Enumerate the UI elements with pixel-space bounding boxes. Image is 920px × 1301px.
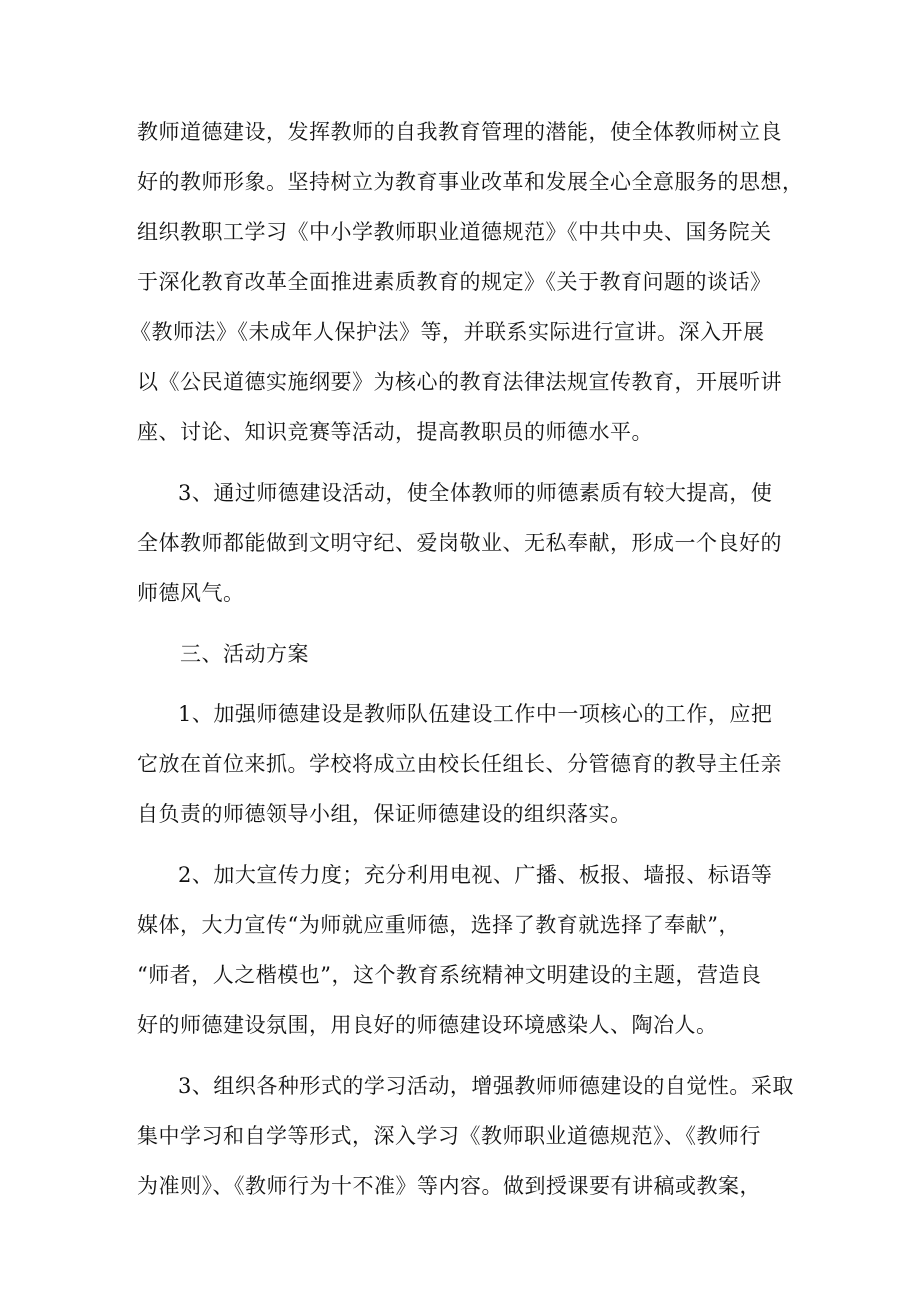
text-line: 1、加强师德建设是教师队伍建设工作中一项核心的工作，应把 (178, 702, 773, 726)
text-line: 它放在首位来抓。学校将成立由校长任组长、分管德育的教导主任亲 (137, 752, 782, 776)
text-line: 以《公民道德实施纲要》为核心的教育法律法规宣传教育，开展听讲 (137, 370, 782, 394)
text-line: 教师道德建设，发挥教师的自我教育管理的潜能，使全体教师树立良 (137, 120, 782, 144)
text-line: 3、组织各种形式的学习活动，增强教师师德建设的自觉性。采取 (178, 1074, 794, 1098)
text-line: 媒体，大力宣传“为师就应重师德，选择了教育就选择了奉献”， (137, 913, 740, 937)
text-line: 2、加大宣传力度；充分利用电视、广播、板报、墙报、标语等 (178, 863, 773, 887)
text-line: 组织教职工学习《中小学教师职业道德规范》《中共中央、国务院关 (137, 220, 772, 244)
text-line: 师德风气。 (137, 581, 245, 605)
text-line: 3、通过师德建设活动，使全体教师的师德素质有较大提高，使 (178, 481, 773, 505)
text-line: 好的师德建设氛围，用良好的师德建设环境感染人、陶冶人。 (137, 1013, 718, 1037)
text-line: 座、讨论、知识竞赛等活动，提高教职员的师德水平。 (137, 420, 653, 444)
text-line: 全体教师都能做到文明守纪、爱岗敬业、无私奉献，形成一个良好的 (137, 531, 782, 555)
text-line: 《教师法》《未成年人保护法》等，并联系实际进行宣讲。深入开展 (130, 320, 765, 344)
section-heading: 三、活动方案 (180, 642, 309, 666)
text-line: “师者，人之楷模也”，这个教育系统精神文明建设的主题，营造良 (137, 963, 762, 987)
text-line: 为准则》、《教师行为十不准》等内容。做到授课要有讲稿或教案， (137, 1174, 761, 1198)
text-line: 好的教师形象。坚持树立为教育事业改革和发展全心全意服务的思想， (137, 170, 804, 194)
text-line: 自负责的师德领导小组，保证师德建设的组织落实。 (137, 802, 632, 826)
text-line: 于深化教育改革全面推进素质教育的规定》《关于教育问题的谈话》 (137, 270, 772, 294)
text-line: 集中学习和自学等形式，深入学习《教师职业道德规范》、《教师行 (137, 1124, 761, 1148)
